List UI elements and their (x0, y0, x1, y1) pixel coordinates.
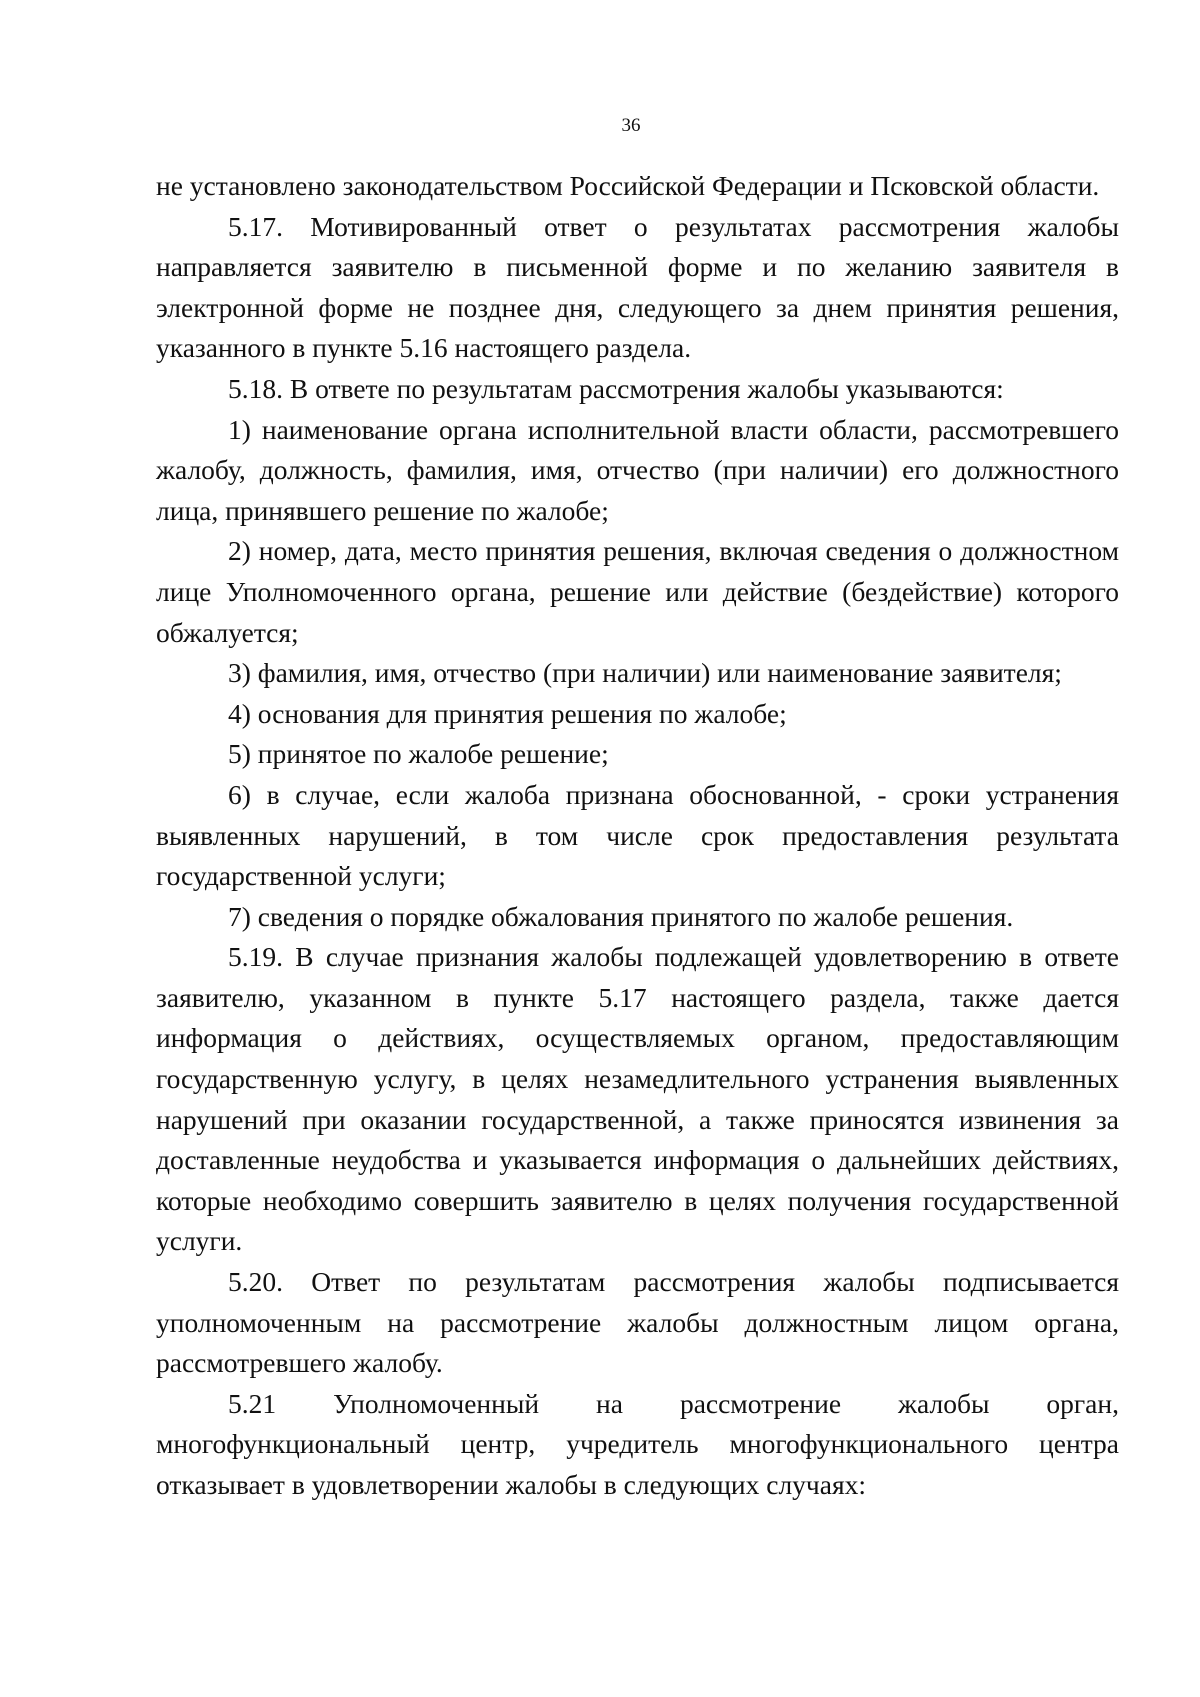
body-text (156, 166, 1119, 1506)
paragraph-5-20: 5.20. Ответ по результатам рассмотрения жалобы подписывается уполномоченным на рассмотрение жалобы должностным лицом органа, рассмотревшего жалобу. (156, 1266, 1119, 1379)
page-number: 36 (621, 115, 641, 136)
list-item-3: 3) фамилия, имя, отчество (при наличии) или наименование заявителя; (228, 657, 1062, 689)
paragraph-5-19: 5.19. В случае признания жалобы подлежащей удовлетворению в ответе заявителю, указанном в пункте 5.17 настоящего раздела, также дается информация о действиях, осуществляемых органом, предоставляющим государственную услугу, в целях незамедлительного устранения выявленных нарушений при оказании государственной, а также приносятся извинения за доставленные неудобства и указывается информация о дальнейших действиях, которые необходимо совершить заявителю в целях получения государственной услуги. (156, 941, 1119, 1257)
list-item-6: 6) в случае, если жалоба признана обоснованной, - сроки устранения выявленных нарушений, в том числе срок предоставления результата государственной услуги; (156, 778, 1119, 892)
list-item-7: 7) сведения о порядке обжалования принятого по жалобе решения. (228, 900, 1014, 932)
paragraph-5-17: 5.17. Мотивированный ответ о результатах рассмотрения жалобы направляется заявителю в письменной форме и по желанию заявителя в электронной форме не позднее дня, следующего за днем принятия решения, указанного в пункте 5.16 настоящего раздела. (156, 210, 1119, 364)
paragraph-5-21: 5.21 Уполномоченный на рассмотрение жалобы орган, многофункциональный центр, учредитель многофункционального центра отказывает в удовлетворении жалобы в следующих случаях: (156, 1387, 1119, 1500)
paragraph-5-18: 5.18. В ответе по результатам рассмотрения жалобы указываются: (228, 372, 1004, 404)
list-item-4: 4) основания для принятия решения по жалобе; (228, 697, 787, 729)
list-item-2: 2) номер, дата, место принятия решения, включая сведения о должностном лице Уполномоченного органа, решение или действие (бездействие) которого обжалуется; (156, 535, 1119, 648)
list-item-5: 5) принятое по жалобе решение; (228, 738, 609, 770)
list-item-1: 1) наименование органа исполнительной власти области, рассмотревшего жалобу, должность, фамилия, имя, отчество (при наличии) его должностного лица, принявшего решение по жалобе; (156, 413, 1119, 526)
paragraph-continuation: не установлено законодательством Российской Федерации и Псковской области. (156, 170, 1100, 201)
